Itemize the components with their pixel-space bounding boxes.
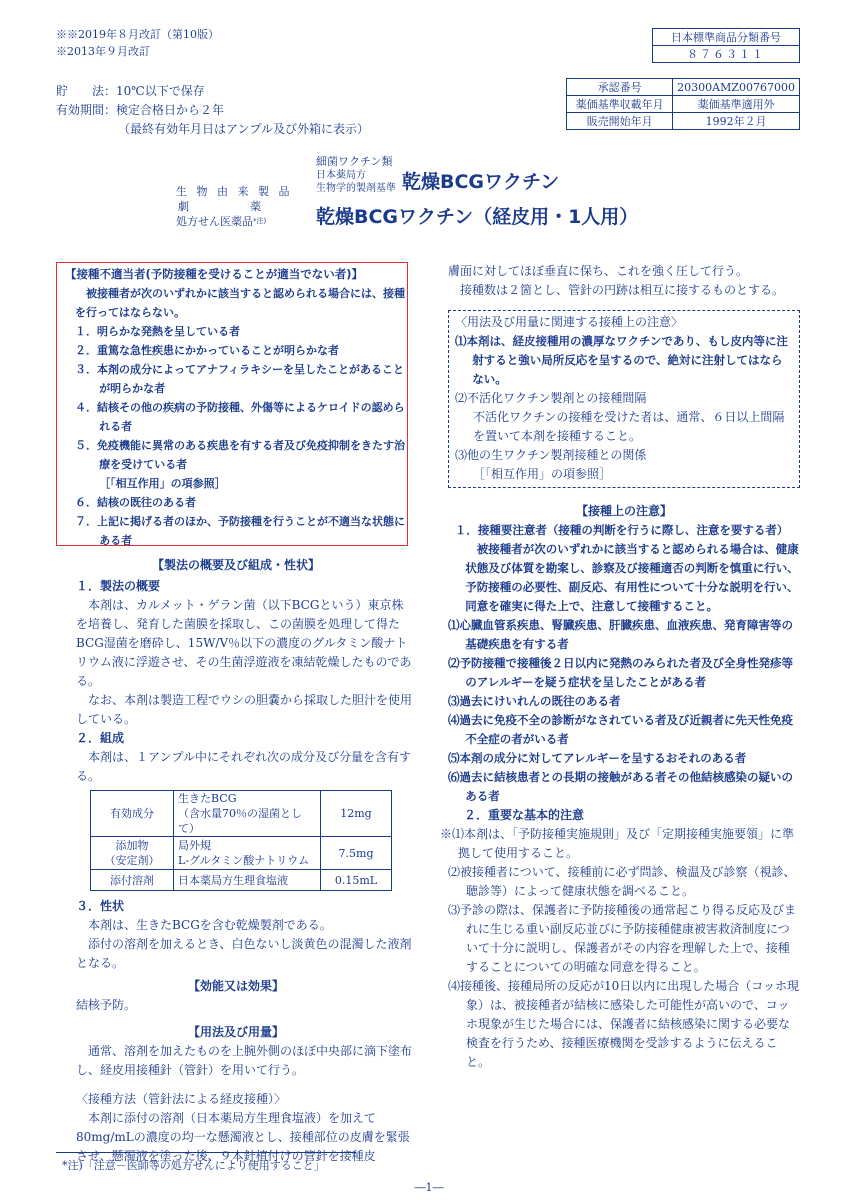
storage-label: 貯 法： — [56, 84, 117, 98]
revision-history — [56, 26, 219, 60]
std-class-number: ８７６３１１ — [653, 46, 800, 63]
launch-label: 販売開始年月 — [567, 113, 673, 130]
precautions-intro: 被接種者が次のいずれかに該当すると認められる場合は、健康状態及び体質を勘案し、診察及び接種適否の判断を慎重に行い、予防接種の必要性、副反応、有用性について十分な説明を行い、同意を確実に得た上で、注意して接種すること。 — [465, 542, 799, 613]
manufacture-heading: 【製法の概要及び組成・性状】 — [151, 558, 320, 572]
contra-item-6: ６．結核の既往のある者 — [75, 496, 196, 509]
manufacture-sub1: １．製法の概要 — [76, 579, 161, 593]
expiry-label: 有効期間： — [56, 103, 117, 117]
category-jp: 日本薬局方 — [316, 170, 366, 181]
dosage-notes-heading: 〈用法及び用量に関連する接種上の注意〉 — [455, 315, 684, 329]
contra-item-5-ref: ［「相互作用」の項参照］ — [99, 477, 226, 490]
dosage-text: 通常、溶剤を加えたものを上腕外側のほぼ中央部に滴下塗布し、経皮用接種針（管針）を用いて行う。 — [76, 1044, 413, 1077]
reg-biological: 生 物 由 来 製 品 — [176, 185, 293, 198]
dosage-notes-box — [448, 310, 800, 488]
expiry-note: （最終有効年月日はアンプル及び外箱に表示） — [118, 122, 370, 136]
dosage-continuation-1: 膚面に対してほぼ垂直に保ち、これを強く圧して行う。 — [448, 264, 749, 278]
price-listing-value: 薬価基準適用外 — [673, 96, 800, 113]
table-cell: 添付溶剤 — [91, 870, 174, 891]
category-bacterial: 細菌ワクチン類 — [316, 155, 393, 168]
price-listing-label: 薬価基準収載年月 — [567, 96, 673, 113]
properties-heading: ３．性状 — [76, 899, 125, 913]
contraindication-box — [56, 262, 408, 546]
table-cell: 有効成分 — [91, 791, 174, 837]
table-row — [91, 791, 392, 837]
caution-item-5: ⑸本剤の成分に対してアレルギーを呈するおそれのある者 — [448, 751, 747, 765]
revision-line-2: ※2013年９月改訂 — [56, 45, 150, 58]
standard-classification-table — [652, 28, 800, 63]
contra-item-7: ７．上記に掲げる者のほか、予防接種を行うことが不適当な状態にある者 — [75, 515, 405, 547]
table-cell: 7.5mg — [321, 837, 392, 870]
right-column-top — [448, 262, 800, 300]
efficacy-text: 結核予防。 — [76, 998, 137, 1012]
table-cell: 添加物 （安定剤） — [91, 837, 174, 870]
reg-powerful: 劇 薬 — [178, 200, 262, 213]
basic-precaution-4: ⑷接種後、接種局所の反応が10日以内に出現した場合（コッホ現象）は、被接種者が結核に感染した可能性が高いので、コッホ現象が生じた場合には、保護者に結核感染に関する必要な検査を行うため、接種医療機関を受診するように伝えること。 — [448, 979, 800, 1069]
approval-label: 承認番号 — [567, 79, 673, 96]
approval-table — [566, 78, 800, 130]
contra-item-1: １．明らかな発熱を呈している者 — [75, 325, 240, 338]
caution-item-1: ⑴心臓血管系疾患、腎臓疾患、肝臓疾患、血液疾患、発育障害等の基礎疾患を有する者 — [448, 618, 793, 651]
precautions-section — [440, 502, 800, 1072]
category-block — [316, 154, 396, 195]
page-subtitle: 乾燥BCGワクチン（経皮用・1人用） — [316, 206, 639, 228]
revision-line-1: ※※2019年８月改訂（第10版） — [56, 28, 219, 41]
footer-rule — [56, 1152, 356, 1153]
basic-precaution-3: ⑶予診の際は、保護者に予防接種後の通常起こり得る反応及びまれに生じる重い副反応並びに予防接種健康被害救済制度について十分に説明し、保護者がその内容を理解した上で、接種することについての明確な同意を得ること。 — [448, 903, 797, 974]
basic-precaution-1: ※⑴本剤は、「予防接種実施規則」及び「定期接種実施要領」に準拠して使用すること。 — [440, 827, 795, 860]
regulatory-block — [176, 184, 292, 229]
footer-note: *注)「注意－医師等の処方せんにより使用すること」 — [62, 1159, 325, 1172]
caution-item-4: ⑷過去に免疫不全の診断がなされている者及び近親者に先天性免疫不全症の者がいる者 — [448, 713, 793, 746]
page-number: ―1― — [414, 1181, 444, 1194]
approval-value: 20300AMZ00767000 — [673, 79, 800, 96]
basic-precautions-heading: ２．重要な基本的注意 — [464, 808, 585, 822]
caution-item-6: ⑹過去に結核患者との長期の接触がある者その他結核感染の疑いのある者 — [448, 770, 793, 803]
contra-item-4: ４．結核その他の疾病の予防接種、外傷等によるケロイドの認められる者 — [75, 401, 405, 433]
composition-text: 本剤は、１アンプル中にそれぞれ次の成分及び分量を含有する。 — [76, 750, 412, 783]
contra-item-5: ５．免疫機能に異常のある疾患を有する者及び免疫抑制をきたす治療を受けている者 — [75, 439, 405, 471]
contra-item-2: ２．重篤な急性疾患にかかっていることが明らかな者 — [75, 344, 339, 357]
precautions-heading: 【接種上の注意】 — [575, 504, 672, 518]
std-class-label: 日本標準商品分類番号 — [653, 29, 800, 46]
caution-item-2: ⑵予防接種で接種後２日以内に発熱のみられた者及び全身性発疹等のアレルギーを疑う症状を呈したことがある者 — [448, 656, 793, 689]
composition-heading: ２．組成 — [76, 731, 125, 745]
page-title: 乾燥BCGワクチン — [402, 171, 560, 193]
dosage-note-2: ⑵不活化ワクチン製剤との接種間隔 — [455, 391, 647, 405]
contra-item-3: ３．本剤の成分によってアナフィラキシーを呈したことがあることが明らかな者 — [75, 363, 405, 395]
dosage-note-1: ⑴本剤は、経皮接種用の濃厚なワクチンであり、もし皮内等に注射すると強い局所反応を呈するので、絶対に注射してはならない。 — [455, 334, 788, 386]
precautions-sub1: １．接種要注意者（接種の判断を行うに際し、注意を要する者） — [454, 523, 789, 537]
reg-prescription: 処方せん医薬品 — [176, 215, 253, 228]
dosage-heading: 【用法及び用量】 — [187, 1025, 284, 1039]
manufacture-p2: なお、本剤は製造工程でウシの胆嚢から採取した胆汁を使用している。 — [76, 693, 413, 726]
table-cell: 生きたBCG （含水量70％の湿菌として） — [174, 791, 321, 837]
dosage-note-2-text: 不活化ワクチンの接種を受けた者は、通常、６日以上間隔を置いて本剤を接種すること。 — [473, 410, 785, 443]
contraindication-intro: 被接種者が次のいずれかに該当すると認められる場合には、接種を行ってはならない。 — [75, 287, 405, 319]
efficacy-heading: 【効能又は効果】 — [187, 979, 284, 993]
method-text: 本剤に添付の溶剤（日本薬局方生理食塩液）を加えて80mg/mLの濃度の均一な懸濁液とし、接種部位の皮膚を緊張させ、懸濁液を塗った後、９本針植付けの管針を接種皮 — [76, 1111, 410, 1163]
table-cell: 12mg — [321, 791, 392, 837]
table-cell: 日本薬局方生理食塩液 — [174, 870, 321, 891]
dosage-note-3: ⑶他の生ワクチン製剤接種との関係 — [455, 448, 647, 462]
contraindication-heading: 【接種不適当者(予防接種を受けることが適当でない者)】 — [65, 267, 364, 281]
left-column-body — [60, 556, 412, 1166]
table-row — [91, 870, 392, 891]
caution-item-3: ⑶過去にけいれんの既往のある者 — [448, 694, 621, 708]
table-cell: 局外規 L-グルタミン酸ナトリウム — [174, 837, 321, 870]
basic-precaution-2: ⑵被接種者について、接種前に必ず問診、検温及び診察（視診、聴診等）によって健康状態を調べること。 — [448, 865, 796, 898]
storage-block — [56, 82, 369, 139]
table-row — [91, 837, 392, 870]
reg-note-mark: *注) — [253, 217, 267, 225]
table-cell: 0.15mL — [321, 870, 392, 891]
dosage-note-3-text: ［「相互作用」の項参照］ — [473, 467, 612, 481]
dosage-continuation-2: 接種数は２箇とし、管針の円跡は相互に接するものとする。 — [460, 283, 785, 297]
manufacture-p1: 本剤は、カルメット・ゲラン菌（以下BCGという）東京株を培養し、発育した菌膜を採取し、この菌膜を処理して得たBCG湿菌を磨砕し、15W/V％以下の濃度のグルタミン酸ナトリウム液に浮遊させ、その生菌浮遊液を凍結乾燥したものである。 — [76, 598, 412, 688]
storage-value: 10℃以下で保存 — [116, 84, 205, 98]
category-bio: 生物学的製剤基準 — [316, 183, 396, 194]
properties-p1: 本剤は、生きたBCGを含む乾燥製剤である。 — [88, 918, 332, 932]
properties-p2: 添付の溶剤を加えるとき、白色ないし淡黄色の混濁した液剤となる。 — [76, 937, 412, 970]
method-heading: 〈接種方法（管針法による経皮接種）〉 — [76, 1092, 287, 1106]
launch-value: 1992年２月 — [673, 113, 800, 130]
expiry-value: 検定合格日から２年 — [116, 103, 225, 117]
composition-table — [90, 790, 392, 891]
